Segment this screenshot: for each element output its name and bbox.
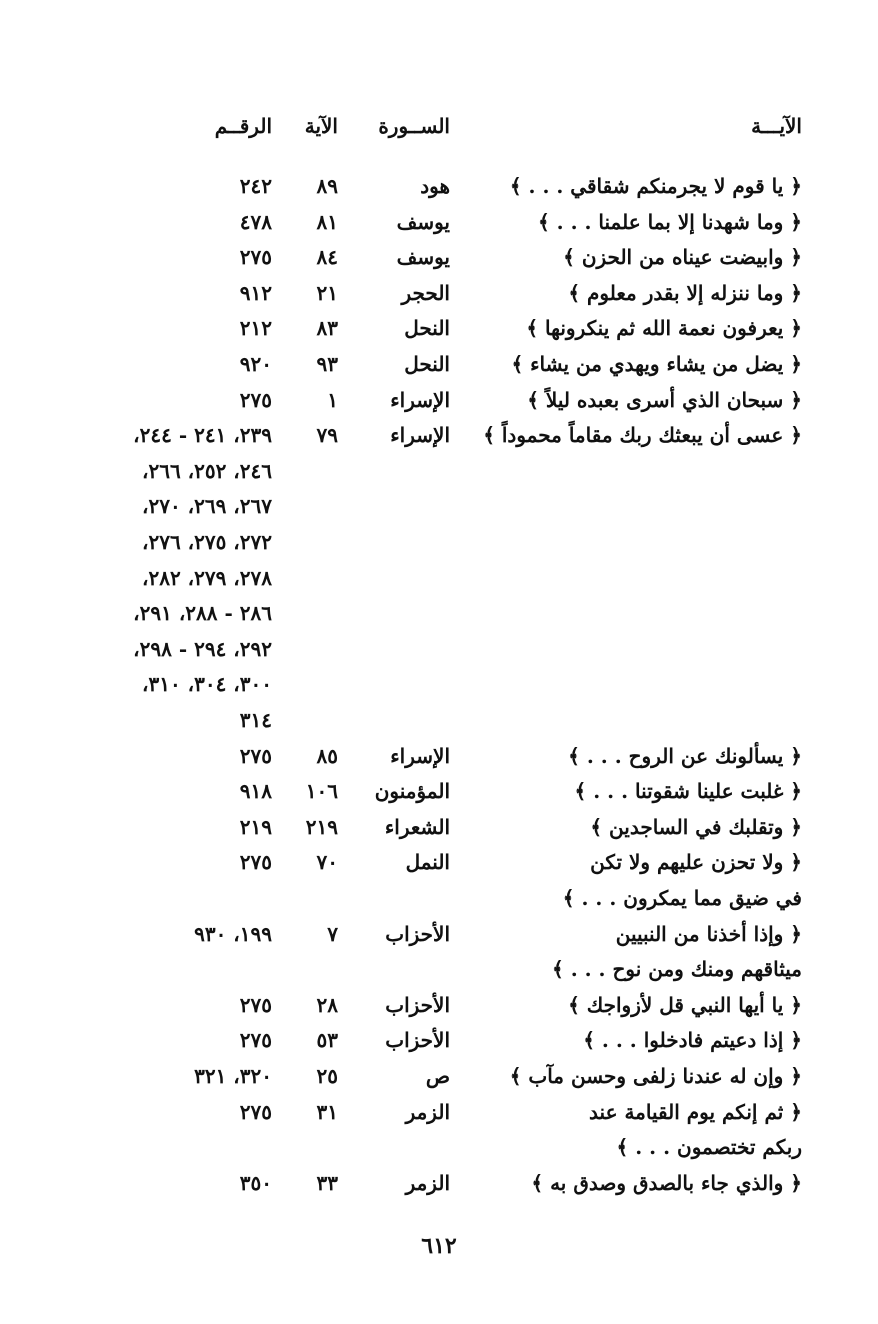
sura-cell: يوسف [396, 209, 450, 234]
table-row [0, 560, 878, 596]
table-row [0, 239, 878, 275]
verse-cell: ﴿ غلبت علينا شقوتنا . . . ﴾ [574, 779, 802, 804]
aya-cell: ٢٥ [316, 1064, 338, 1088]
verse-cell: ﴿ وما شهدنا إلا بما علمنا . . . ﴾ [537, 209, 802, 234]
ref-cell: ٢٤٢ [239, 174, 272, 198]
table-row [0, 951, 878, 987]
sura-cell: النحل [404, 316, 450, 341]
verse-cell: ﴿ إذا دعيتم فادخلوا . . . ﴾ [583, 1028, 802, 1053]
verse-cell: في ضيق مما يمكرون . . . ﴾ [562, 886, 802, 910]
ref-cell: ٣٢٠، ٣٢١ [194, 1064, 272, 1088]
verse-cell: ﴿ يا أيها النبي قل لأزواجك ﴾ [568, 992, 802, 1017]
aya-cell: ٢١ [316, 280, 338, 305]
table-row [0, 702, 878, 738]
verse-cell: ﴿ وما ننزله إلا بقدر معلوم ﴾ [568, 280, 802, 305]
table-row [0, 524, 878, 560]
table-row [0, 738, 878, 774]
ref-cell: ٢١٩ [239, 814, 272, 839]
verse-cell: ﴿ سبحان الذي أسرى بعبده ليلاً ﴾ [527, 387, 802, 412]
aya-cell: ٧٠ [316, 850, 338, 875]
aya-cell: ٧ [327, 921, 338, 946]
verse-cell: ﴿ يضل من يشاء ويهدي من يشاء ﴾ [511, 352, 802, 376]
verse-cell: ﴿ عسى أن يبعثك ربك مقاماً محموداً ﴾ [483, 423, 802, 448]
header-ref: الرقــم [214, 114, 272, 138]
sura-cell: الأحزاب [385, 921, 450, 946]
ref-cell: ١٩٩، ٩٣٠ [194, 921, 272, 946]
sura-cell: الإسراء [390, 387, 450, 412]
table-row [0, 844, 878, 880]
sura-cell: الأحزاب [385, 1028, 450, 1053]
table-row [0, 168, 878, 204]
sura-cell: هود [420, 174, 450, 198]
table-row [0, 1094, 878, 1130]
sura-cell: الشعراء [384, 814, 450, 839]
ref-cell: ٢٧٥ [239, 1099, 272, 1124]
ref-cell: ٢٨٦ - ٢٨٨، ٢٩١، [133, 601, 272, 626]
table-row [0, 595, 878, 631]
table-row [0, 773, 878, 809]
ref-cell: ٢٧٥ [239, 850, 272, 875]
sura-cell: الإسراء [390, 423, 450, 448]
sura-cell: الأحزاب [385, 992, 450, 1017]
sura-cell: المؤمنون [374, 779, 450, 804]
aya-cell: ٣٣ [316, 1170, 338, 1195]
verse-cell: ﴿ وابيضت عيناه من الحزن ﴾ [563, 245, 802, 270]
verse-cell: ﴿ يا قوم لا يجرمنكم شقاقي . . . ﴾ [509, 174, 802, 198]
verse-cell: ﴿ وإن له عندنا زلفى وحسن مآب ﴾ [509, 1064, 802, 1088]
verse-cell: ﴿ يسألونك عن الروح . . . ﴾ [568, 743, 802, 768]
aya-cell: ٩٣ [316, 352, 338, 376]
table-row [0, 346, 878, 382]
aya-cell: ٧٩ [316, 423, 338, 448]
sura-cell: الحجر [401, 280, 450, 305]
sura-cell: ص [425, 1064, 450, 1088]
table-header [0, 108, 878, 144]
aya-cell: ٨٩ [316, 174, 338, 198]
verse-cell: ميثاقهم ومنك ومن نوح . . . ﴾ [552, 957, 802, 982]
ref-cell: ٤٧٨ [239, 209, 272, 234]
ref-cell: ٩١٢ [239, 280, 272, 305]
table-row [0, 275, 878, 311]
verse-cell: ﴿ ولا تحزن عليهم ولا تكن [590, 850, 802, 875]
verse-cell: ربكم تختصمون . . . ﴾ [616, 1135, 802, 1160]
table-row [0, 488, 878, 524]
ref-cell: ٢٣٩، ٢٤١ - ٢٤٤، [133, 423, 272, 448]
aya-cell: ٨١ [316, 209, 338, 234]
ref-cell: ٩٢٠ [239, 352, 272, 376]
aya-cell: ١٠٦ [305, 779, 338, 804]
ref-cell: ٢٧٥ [239, 743, 272, 768]
table-row [0, 453, 878, 489]
table-row [0, 417, 878, 453]
table-row [0, 310, 878, 346]
table-row [0, 382, 878, 418]
verse-cell: ﴿ والذي جاء بالصدق وصدق به ﴾ [531, 1170, 802, 1195]
table-row [0, 1165, 878, 1201]
sura-cell: النحل [404, 352, 450, 376]
ref-cell: ٢١٢ [239, 316, 272, 341]
ref-cell: ٢٧٥ [239, 245, 272, 270]
table-row [0, 880, 878, 916]
ref-cell: ٢٤٦، ٢٥٢، ٢٦٦، [141, 458, 272, 483]
verse-cell: ﴿ يعرفون نعمة الله ثم ينكرونها ﴾ [526, 316, 802, 341]
sura-cell: الإسراء [390, 743, 450, 768]
aya-cell: ٨٤ [316, 245, 338, 270]
table-row [0, 1129, 878, 1165]
ref-cell: ٢٧٨، ٢٧٩، ٢٨٢، [141, 565, 272, 590]
sura-cell: الزمر [405, 1170, 450, 1195]
ref-cell: ٢٦٧، ٢٦٩، ٢٧٠، [141, 494, 272, 519]
table-row [0, 666, 878, 702]
ref-cell: ٢٧٥ [239, 1028, 272, 1053]
table-row [0, 916, 878, 952]
aya-cell: ٥٣ [316, 1028, 338, 1053]
table-row [0, 1058, 878, 1094]
aya-cell: ٨٣ [316, 316, 338, 341]
aya-cell: ٣١ [316, 1099, 338, 1124]
table-row [0, 987, 878, 1023]
ref-cell: ٣٥٠ [239, 1170, 272, 1195]
ref-cell: ٢٧٥ [239, 387, 272, 412]
aya-cell: ٢٨ [316, 992, 338, 1017]
table-row [0, 204, 878, 240]
aya-cell: ١ [327, 387, 338, 412]
ref-cell: ٣٠٠، ٣٠٤، ٣١٠، [141, 672, 272, 697]
page-number: ٦١٢ [421, 1233, 457, 1259]
verse-cell: ﴿ وإذا أخذنا من النبيين [615, 921, 802, 946]
verse-cell: ﴿ ثم إنكم يوم القيامة عند [589, 1099, 802, 1124]
sura-cell: يوسف [396, 245, 450, 270]
header-aya: الآية [304, 114, 338, 138]
table-row [0, 1022, 878, 1058]
ref-cell: ٢٧٢، ٢٧٥، ٢٧٦، [141, 530, 272, 554]
ref-cell: ٩١٨ [239, 779, 272, 804]
table-row [0, 809, 878, 845]
sura-cell: النمل [405, 850, 450, 875]
table-row [0, 631, 878, 667]
ref-cell: ٢٩٢، ٢٩٤ - ٢٩٨، [133, 636, 272, 661]
ref-cell: ٢٧٥ [239, 992, 272, 1017]
ref-cell: ٣١٤ [239, 708, 272, 732]
header-verse: الآيـــة [751, 114, 802, 138]
aya-cell: ٨٥ [316, 743, 338, 768]
verse-cell: ﴿ وتقلبك في الساجدين ﴾ [590, 814, 802, 839]
header-sura: الســورة [378, 114, 450, 138]
aya-cell: ٢١٩ [305, 814, 338, 839]
sura-cell: الزمر [405, 1099, 450, 1124]
